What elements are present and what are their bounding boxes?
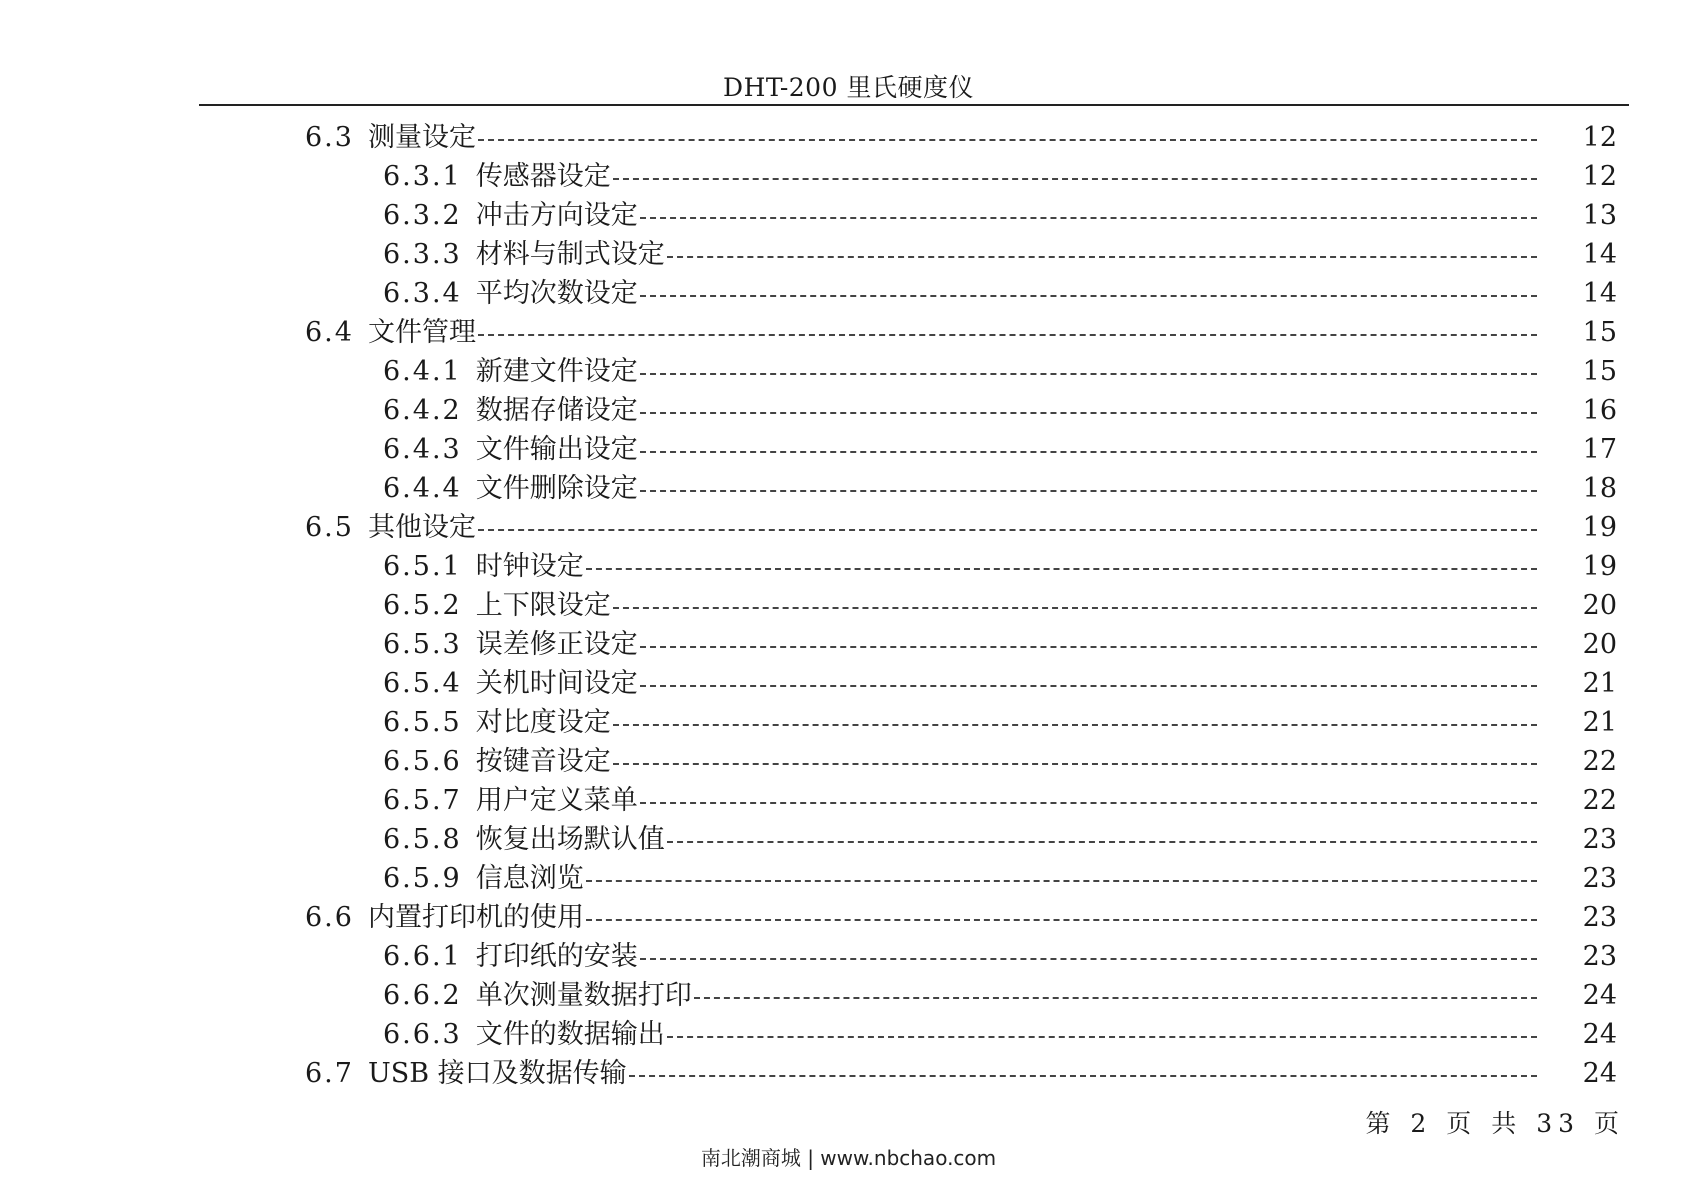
toc-entry[interactable]: [0, 508, 1697, 547]
toc-page-number: 23: [1582, 863, 1617, 894]
toc-entry[interactable]: [0, 157, 1697, 196]
toc-dash-leader: [478, 334, 1537, 336]
toc-section-title: 测量设定: [367, 122, 476, 153]
toc-entry-text: [383, 586, 1537, 625]
toc-entry-text: [383, 157, 1537, 196]
toc-section-number: 6.6.1: [383, 941, 462, 972]
toc-page-number: 22: [1582, 785, 1617, 816]
toc-entry[interactable]: [0, 664, 1697, 703]
toc-section-number: 6.6.3: [383, 1019, 462, 1050]
toc-entry-text: [383, 664, 1537, 703]
toc-dash-leader: [613, 178, 1537, 180]
toc-entry[interactable]: [0, 313, 1697, 352]
toc-dash-leader: [640, 685, 1537, 687]
toc-entry[interactable]: [0, 274, 1697, 313]
header-divider: [199, 104, 1629, 106]
toc-section-title: 传感器设定: [475, 161, 611, 192]
toc-section-number: 6.5.9: [383, 863, 462, 894]
toc-page-number: 17: [1582, 434, 1617, 465]
toc-entry[interactable]: [0, 430, 1697, 469]
toc-entry[interactable]: [0, 625, 1697, 664]
toc-dash-leader: [640, 646, 1537, 648]
toc-section-title: 文件管理: [367, 317, 476, 348]
toc-entry-text: [383, 235, 1537, 274]
toc-section-number: 6.4.2: [383, 395, 462, 426]
toc-dash-leader: [613, 724, 1537, 726]
page-counter-total-word: 共: [1491, 1109, 1523, 1138]
toc-section-title: 信息浏览: [475, 863, 584, 894]
toc-section-number: 6.5.1: [383, 551, 462, 582]
toc-section-number: 6.5.8: [383, 824, 462, 855]
table-of-contents: [0, 118, 1697, 1093]
toc-entry[interactable]: [0, 1015, 1697, 1054]
toc-dash-leader: [640, 490, 1537, 492]
toc-section-number: 6.5.5: [383, 707, 462, 738]
toc-page-number: 21: [1582, 707, 1617, 738]
toc-page-number: 20: [1582, 629, 1617, 660]
toc-section-number: 6.3: [305, 122, 354, 153]
toc-dash-leader: [478, 529, 1537, 531]
toc-dash-leader: [629, 1075, 1537, 1077]
toc-entry-text: [383, 430, 1537, 469]
toc-section-number: 6.4.3: [383, 434, 462, 465]
toc-section-number: 6.7: [305, 1058, 354, 1089]
toc-section-number: 6.5.3: [383, 629, 462, 660]
toc-page-number: 22: [1582, 746, 1617, 777]
toc-section-number: 6.5.2: [383, 590, 462, 621]
toc-section-number: 6.4: [305, 317, 354, 348]
toc-entry[interactable]: [0, 1054, 1697, 1093]
toc-entry-text: [383, 274, 1537, 313]
toc-page-number: 16: [1582, 395, 1617, 426]
toc-section-title: 文件删除设定: [475, 473, 638, 504]
toc-dash-leader: [613, 607, 1537, 609]
toc-entry[interactable]: [0, 352, 1697, 391]
toc-page-number: 21: [1582, 668, 1617, 699]
toc-entry[interactable]: [0, 391, 1697, 430]
toc-section-title: 时钟设定: [475, 551, 584, 582]
toc-page-number: 14: [1582, 278, 1617, 309]
toc-page-number: 13: [1582, 200, 1617, 231]
toc-entry[interactable]: [0, 820, 1697, 859]
toc-section-title: 单次测量数据打印: [475, 980, 692, 1011]
toc-section-number: 6.3.1: [383, 161, 462, 192]
current-page-number: 2: [1410, 1109, 1433, 1138]
toc-dash-leader: [478, 139, 1537, 141]
toc-entry-text: [383, 703, 1537, 742]
toc-page-number: 14: [1582, 239, 1617, 270]
toc-entry[interactable]: [0, 586, 1697, 625]
toc-page-number: 19: [1582, 551, 1617, 582]
toc-section-title: 新建文件设定: [475, 356, 638, 387]
toc-section-number: 6.5.7: [383, 785, 462, 816]
toc-dash-leader: [586, 880, 1537, 882]
toc-dash-leader: [586, 568, 1537, 570]
toc-entry[interactable]: [0, 781, 1697, 820]
toc-section-title: 平均次数设定: [475, 278, 638, 309]
toc-dash-leader: [640, 217, 1537, 219]
toc-entry[interactable]: [0, 976, 1697, 1015]
toc-page-number: 12: [1582, 122, 1617, 153]
toc-section-title: 用户定义菜单: [475, 785, 638, 816]
toc-entry-text: [305, 898, 1537, 937]
toc-page-number: 19: [1582, 512, 1617, 543]
toc-section-title: 按键音设定: [475, 746, 611, 777]
toc-dash-leader: [586, 919, 1537, 921]
toc-section-number: 6.5.4: [383, 668, 462, 699]
toc-section-title: 数据存储设定: [475, 395, 638, 426]
toc-section-title: 其他设定: [367, 512, 476, 543]
toc-entry[interactable]: [0, 547, 1697, 586]
toc-page-number: 23: [1582, 824, 1617, 855]
toc-section-title: 打印纸的安装: [475, 941, 638, 972]
page-header-title: DHT-200 里氏硬度仪: [723, 73, 974, 102]
toc-entry-text: [305, 313, 1537, 352]
toc-entry[interactable]: [0, 235, 1697, 274]
page-counter-prefix: 第: [1365, 1109, 1397, 1138]
toc-page-number: 15: [1582, 356, 1617, 387]
toc-section-title: 对比度设定: [475, 707, 611, 738]
toc-entry-text: [383, 937, 1537, 976]
toc-section-title: 文件输出设定: [475, 434, 638, 465]
toc-section-number: 6.3.2: [383, 200, 462, 231]
toc-page-number: 23: [1582, 902, 1617, 933]
toc-entry-text: [383, 391, 1537, 430]
toc-page-number: 20: [1582, 590, 1617, 621]
page-counter-suffix: 页: [1593, 1109, 1625, 1138]
toc-page-number: 15: [1582, 317, 1617, 348]
toc-entry[interactable]: [0, 118, 1697, 157]
toc-section-number: 6.3.4: [383, 278, 462, 309]
toc-dash-leader: [613, 763, 1537, 765]
toc-page-number: 24: [1582, 1019, 1617, 1050]
toc-dash-leader: [667, 841, 1537, 843]
toc-entry[interactable]: [0, 898, 1697, 937]
toc-entry-text: [383, 469, 1537, 508]
toc-section-title: 误差修正设定: [475, 629, 638, 660]
toc-section-title: 恢复出场默认值: [475, 824, 665, 855]
toc-entry[interactable]: [0, 742, 1697, 781]
toc-section-title: 上下限设定: [475, 590, 611, 621]
toc-section-title: 文件的数据输出: [475, 1019, 665, 1050]
toc-page-number: 12: [1582, 161, 1617, 192]
toc-page-number: 23: [1582, 941, 1617, 972]
toc-dash-leader: [640, 412, 1537, 414]
page-counter: [1365, 1104, 1625, 1140]
toc-entry-text: [305, 508, 1537, 547]
toc-section-number: 6.5.6: [383, 746, 462, 777]
toc-dash-leader: [640, 451, 1537, 453]
footer-brand-link[interactable]: 南北潮商城 | www.nbchao.com: [700, 1146, 997, 1170]
toc-entry[interactable]: [0, 469, 1697, 508]
toc-dash-leader: [640, 295, 1537, 297]
toc-entry-text: [383, 352, 1537, 391]
toc-dash-leader: [667, 256, 1537, 258]
toc-section-title: 冲击方向设定: [475, 200, 638, 231]
toc-entry-text: [383, 976, 1537, 1015]
toc-dash-leader: [667, 1036, 1537, 1038]
toc-section-title: 内置打印机的使用: [367, 902, 584, 933]
toc-section-number: 6.4.4: [383, 473, 462, 504]
page-counter-word: 页: [1446, 1109, 1478, 1138]
toc-entry-text: [383, 196, 1537, 235]
toc-entry[interactable]: [0, 937, 1697, 976]
toc-entry-text: [383, 820, 1537, 859]
toc-dash-leader: [694, 997, 1537, 999]
toc-entry[interactable]: [0, 196, 1697, 235]
toc-entry-text: [383, 625, 1537, 664]
toc-entry[interactable]: [0, 859, 1697, 898]
toc-page-number: 18: [1582, 473, 1617, 504]
toc-entry-text: [383, 742, 1537, 781]
toc-entry-text: [383, 547, 1537, 586]
toc-dash-leader: [640, 802, 1537, 804]
toc-section-number: 6.4.1: [383, 356, 462, 387]
toc-entry[interactable]: [0, 703, 1697, 742]
toc-entry-text: [383, 1015, 1537, 1054]
toc-section-title: USB 接口及数据传输: [367, 1058, 627, 1089]
toc-section-number: 6.5: [305, 512, 354, 543]
toc-entry-text: [305, 1054, 1537, 1093]
toc-entry-text: [383, 859, 1537, 898]
toc-dash-leader: [640, 373, 1537, 375]
total-pages-number: 33: [1536, 1109, 1581, 1138]
toc-dash-leader: [640, 958, 1537, 960]
toc-section-number: 6.3.3: [383, 239, 462, 270]
toc-section-title: 材料与制式设定: [475, 239, 665, 270]
toc-page-number: 24: [1582, 980, 1617, 1011]
toc-section-title: 关机时间设定: [475, 668, 638, 699]
toc-entry-text: [383, 781, 1537, 820]
toc-entry-text: [305, 118, 1537, 157]
toc-section-number: 6.6: [305, 902, 354, 933]
toc-section-number: 6.6.2: [383, 980, 462, 1011]
toc-page-number: 24: [1582, 1058, 1617, 1089]
